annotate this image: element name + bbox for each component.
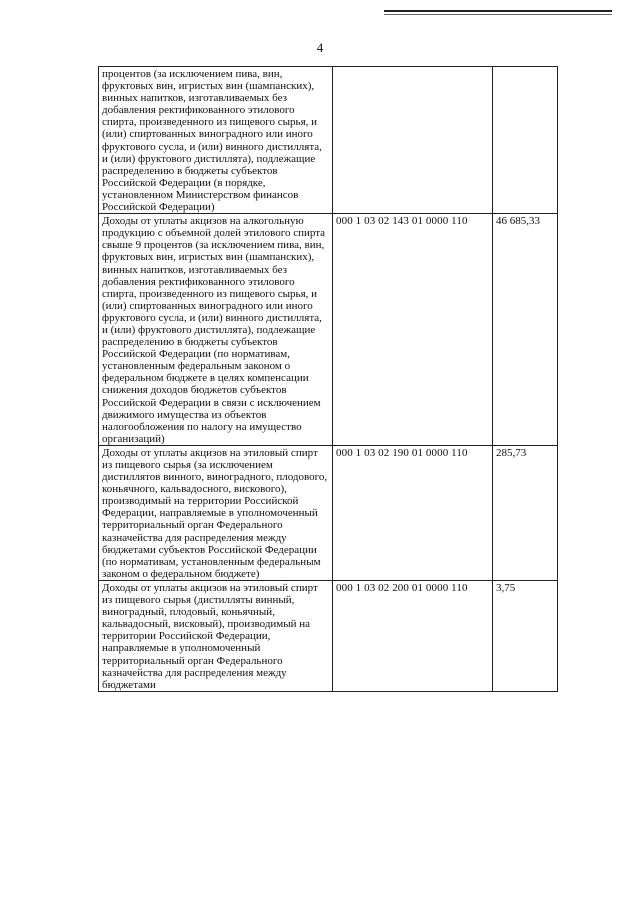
table-row [99,214,558,446]
budget-code-cell: 000 1 03 02 143 01 0000 110 [333,214,493,446]
budget-code-cell: 000 1 03 02 190 01 0000 110 [333,445,493,580]
header-rule-thin [384,14,612,15]
revenue-table [98,66,558,692]
budget-code-cell: 000 1 03 02 200 01 0000 110 [333,580,493,691]
table-row [99,445,558,580]
amount-cell [493,67,558,214]
revenue-name-cell: Доходы от уплаты акцизов на этиловый спирт из пищевого сырья (за исключением дистиллятов винного, виноградного, плодового, коньячного, кальвадосного, вискового), производимый на территории Российской Федерации, направляемые в уполномоченный территориальный орган Федерального казначейства для распределения между бюджетами субъектов Российской Федерации (по нормативам, установленным федеральным законом о федеральном бюджете) [99,445,333,580]
budget-code-cell [333,67,493,214]
amount-cell: 285,73 [493,445,558,580]
page-number: 4 [316,40,324,55]
revenue-name-cell: процентов (за исключением пива, вин, фруктовых вин, игристых вин (шампанских), винных напитков, изготавливаемых без добавления ректификованного этилового спирта, произведенного из пищевого сырья, и (или) спиртованных виноградного или иного фруктового сусла, и (или) винного дистиллята, и (или) фруктового дистиллята), подлежащие распределению в бюджеты субъектов Российской Федерации (в порядке, установленном Министерством финансов Российской Федерации) [99,67,333,214]
amount-cell: 3,75 [493,580,558,691]
amount-cell: 46 685,33 [493,214,558,446]
header-rule [384,10,612,12]
revenue-name-cell: Доходы от уплаты акцизов на алкогольную продукцию с объемной долей этилового спирта свыше 9 процентов (за исключением пива, вин, фруктовых вин, игристых вин (шампанских), винных напитков, изготавливаемых без добавления ректификованного этилового спирта, произведенного из пищевого сырья, и (или) спиртованных виноградного или иного фруктового сусла, и (или) винного дистиллята, и (или) фруктового дистиллята), подлежащие распределению в бюджеты субъектов Российской Федерации (по нормативам, установленным федеральным законом о федеральном бюджете в целях компенсации снижения доходов бюджетов субъектов Российской Федерации в связи с исключением движимого имущества из объектов налогообложения по налогу на имущество организаций) [99,214,333,446]
table-row [99,67,558,214]
table-row [99,580,558,691]
revenue-name-cell: Доходы от уплаты акцизов на этиловый спирт из пищевого сырья (дистилляты винный, виноградный, плодовый, коньячный, кальвадосный, висковый), производимый на территории Российской Федерации, направляемые в уполномоченный территориальный орган Федерального казначейства для распределения между бюджетами [99,580,333,691]
